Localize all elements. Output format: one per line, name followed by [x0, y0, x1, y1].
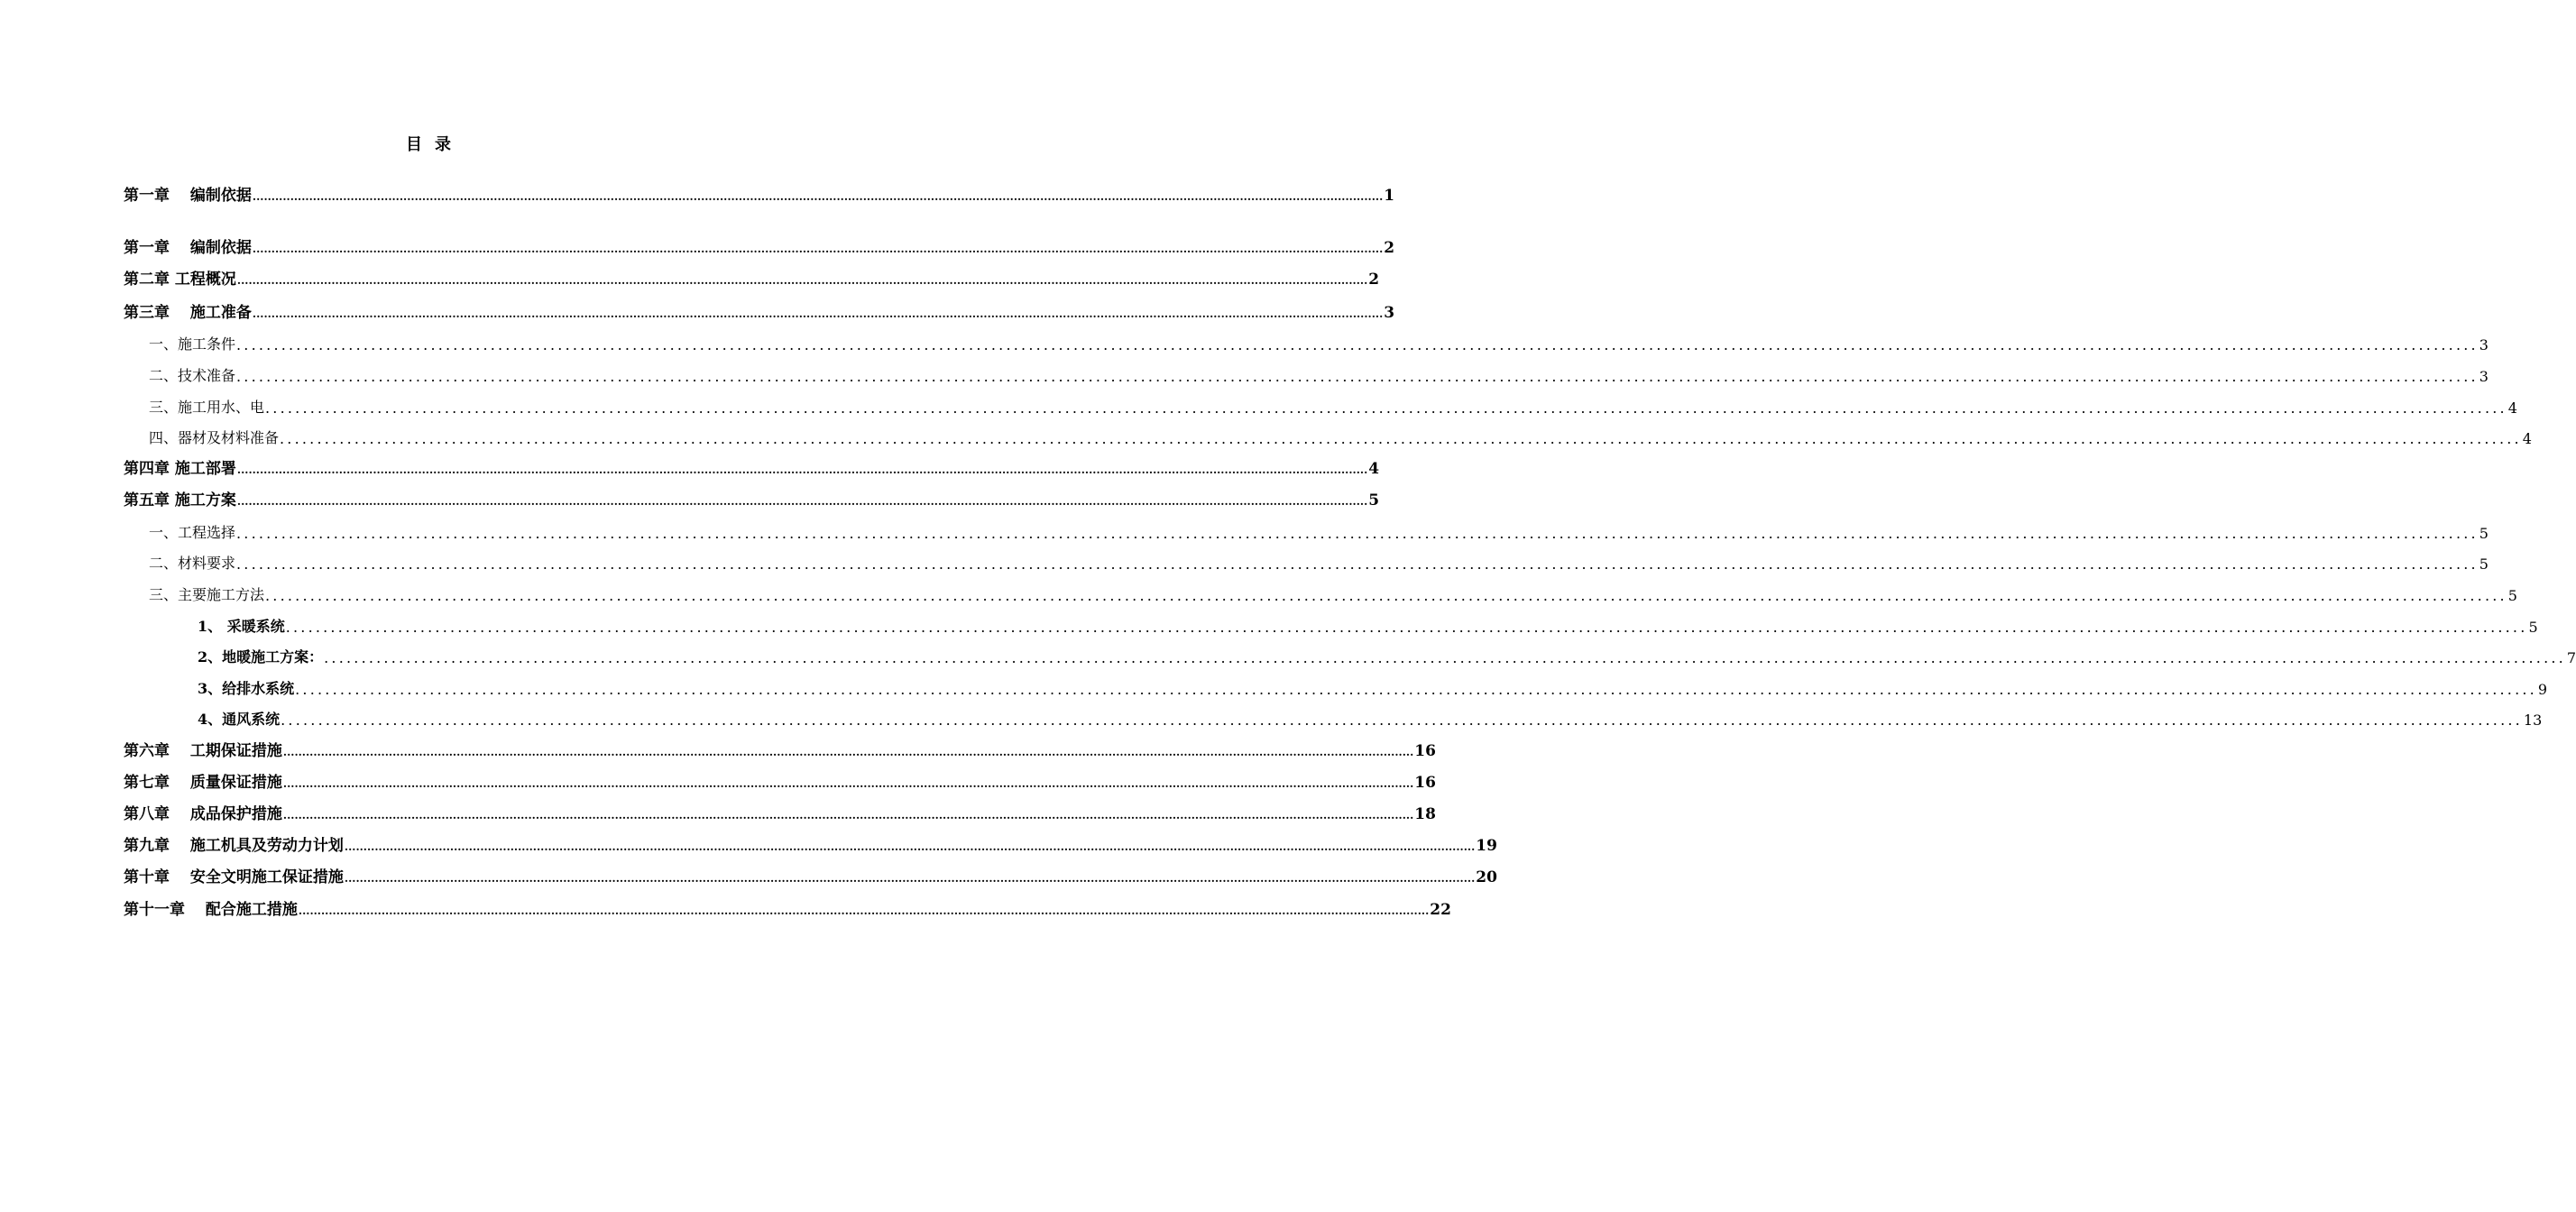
toc-leader-dots: ............................................................................................................................................................................................................................................................................................................	[282, 746, 1414, 758]
toc-entry-label: 2、地暖施工方案：	[198, 648, 324, 666]
toc-entry-label: 第七章 质量保证措施	[124, 774, 282, 792]
toc-entry-ch9[interactable]	[124, 833, 1497, 855]
toc-entry-label: 第一章 编制依据	[124, 239, 252, 257]
toc-leader-dots: ............................................................................................................................................................................................................................................................................................................	[265, 399, 2507, 417]
toc-leader-dots: ............................................................................................................................................................................................................................................................................................................	[236, 274, 1368, 287]
toc-leader-dots: ............................................................................................................................................................................................................................................................................................................	[281, 712, 2523, 729]
toc-entry-label: 第十一章 配合施工措施	[124, 901, 298, 919]
toc-entry-page: 3	[1384, 304, 1395, 322]
toc-entry-label: 第二章 工程概况	[124, 271, 236, 289]
toc-leader-dots: ............................................................................................................................................................................................................................................................................................................	[236, 495, 1368, 508]
toc-entry-page: 13	[2523, 712, 2543, 729]
toc-entry-page: 5	[2479, 525, 2489, 542]
toc-entry-page: 3	[2479, 368, 2489, 385]
toc-entry-page: 16	[1414, 742, 1436, 760]
toc-entry-page: 4	[2522, 430, 2532, 447]
toc-entry-5-1[interactable]	[124, 520, 2489, 542]
toc-leader-dots: ............................................................................................................................................................................................................................................................................................................	[324, 649, 2566, 666]
toc-entry-label: 三、施工用水、电	[149, 399, 265, 416]
toc-entry-ch1-a[interactable]	[124, 183, 1395, 205]
toc-leader-dots: ............................................................................................................................................................................................................................................................................................................	[285, 619, 2528, 636]
toc-title: 目录	[406, 135, 464, 154]
toc-entry-label: 第八章 成品保护措施	[124, 805, 282, 823]
toc-entry-label: 第六章 工期保证措施	[124, 742, 282, 760]
toc-entry-5-3[interactable]	[124, 583, 2517, 604]
toc-leader-dots: ............................................................................................................................................................................................................................................................................................................	[252, 308, 1384, 320]
toc-entry-label: 第四章 施工部署	[124, 460, 236, 478]
toc-entry-label: 第一章 编制依据	[124, 187, 252, 205]
toc-entry-page: 20	[1476, 868, 1497, 886]
toc-entry-3-4[interactable]	[124, 426, 2532, 447]
toc-entry-ch11[interactable]	[124, 897, 1451, 919]
toc-leader-dots: ............................................................................................................................................................................................................................................................................................................	[280, 430, 2522, 447]
toc-entry-ch10[interactable]	[124, 865, 1497, 886]
toc-leader-dots: ............................................................................................................................................................................................................................................................................................................	[344, 872, 1476, 885]
toc-entry-page: 5	[2528, 619, 2538, 636]
toc-entry-page: 5	[2479, 556, 2489, 573]
toc-entry-page: 7	[2566, 649, 2576, 666]
toc-entry-label: 1、 采暖系统	[198, 618, 285, 635]
toc-entry-label: 第九章 施工机具及劳动力计划	[124, 837, 344, 855]
toc-leader-dots: ............................................................................................................................................................................................................................................................................................................	[252, 243, 1384, 255]
toc-entry-ch2[interactable]	[124, 267, 1380, 289]
toc-leader-dots: ............................................................................................................................................................................................................................................................................................................	[236, 556, 2479, 573]
toc-entry-page: 5	[1368, 491, 1380, 510]
toc-entry-label: 一、工程选择	[149, 524, 236, 541]
toc-entry-page: 18	[1414, 805, 1436, 823]
toc-entry-page: 3	[2479, 336, 2489, 354]
toc-entry-ch3[interactable]	[124, 300, 1395, 322]
toc-entry-page: 9	[2537, 681, 2548, 698]
toc-entry-page: 4	[2507, 399, 2517, 417]
toc-entry-ch8[interactable]	[124, 802, 1436, 823]
toc-entry-5-3-1[interactable]	[124, 614, 2538, 636]
toc-entry-label: 3、给排水系统	[198, 680, 295, 697]
toc-entry-ch6[interactable]	[124, 739, 1436, 760]
toc-entry-3-1[interactable]	[124, 332, 2489, 354]
toc-leader-dots: ............................................................................................................................................................................................................................................................................................................	[236, 525, 2479, 542]
toc-leader-dots: ............................................................................................................................................................................................................................................................................................................	[298, 904, 1430, 917]
toc-entry-label: 一、施工条件	[149, 335, 236, 353]
toc-entry-page: 5	[2507, 587, 2517, 604]
toc-entry-label: 二、技术准备	[149, 367, 236, 384]
toc-entry-5-3-4[interactable]	[124, 707, 2543, 729]
toc-leader-dots: ............................................................................................................................................................................................................................................................................................................	[282, 809, 1414, 822]
toc-entry-page: 2	[1368, 271, 1380, 289]
toc-leader-dots: ............................................................................................................................................................................................................................................................................................................	[236, 368, 2479, 385]
toc-entry-ch5[interactable]	[124, 488, 1380, 510]
toc-entry-label: 第三章 施工准备	[124, 304, 252, 322]
toc-entry-label: 三、主要施工方法	[149, 586, 265, 603]
toc-entry-label: 二、材料要求	[149, 555, 236, 572]
toc-entry-3-3[interactable]	[124, 395, 2517, 417]
toc-entry-5-3-3[interactable]	[124, 676, 2548, 698]
toc-leader-dots: ............................................................................................................................................................................................................................................................................................................	[265, 587, 2507, 604]
toc-entry-ch1-b[interactable]	[124, 235, 1395, 257]
toc-leader-dots: ............................................................................................................................................................................................................................................................................................................	[236, 336, 2479, 354]
toc-entry-5-3-2[interactable]	[124, 645, 2576, 666]
toc-entry-5-2[interactable]	[124, 551, 2489, 573]
toc-entry-page: 1	[1384, 187, 1395, 205]
toc-entry-label: 四、器材及材料准备	[149, 429, 280, 446]
toc-entry-page: 4	[1368, 460, 1380, 478]
toc-leader-dots: ............................................................................................................................................................................................................................................................................................................	[295, 681, 2537, 698]
toc-entry-3-2[interactable]	[124, 363, 2489, 385]
toc-entry-ch4[interactable]	[124, 456, 1380, 478]
toc-leader-dots: ............................................................................................................................................................................................................................................................................................................	[282, 777, 1414, 790]
toc-entry-label: 第十章 安全文明施工保证措施	[124, 868, 344, 886]
toc-entry-page: 16	[1414, 774, 1436, 792]
toc-entry-label: 4、通风系统	[198, 711, 281, 728]
toc-entry-ch7[interactable]	[124, 770, 1436, 792]
toc-leader-dots: ............................................................................................................................................................................................................................................................................................................	[252, 190, 1384, 203]
toc-entry-label: 第五章 施工方案	[124, 491, 236, 510]
toc-leader-dots: ............................................................................................................................................................................................................................................................................................................	[344, 840, 1476, 853]
toc-entry-page: 2	[1384, 239, 1395, 257]
toc-entry-page: 19	[1476, 837, 1497, 855]
toc-entry-page: 22	[1430, 901, 1451, 919]
toc-leader-dots: ............................................................................................................................................................................................................................................................................................................	[236, 464, 1368, 476]
